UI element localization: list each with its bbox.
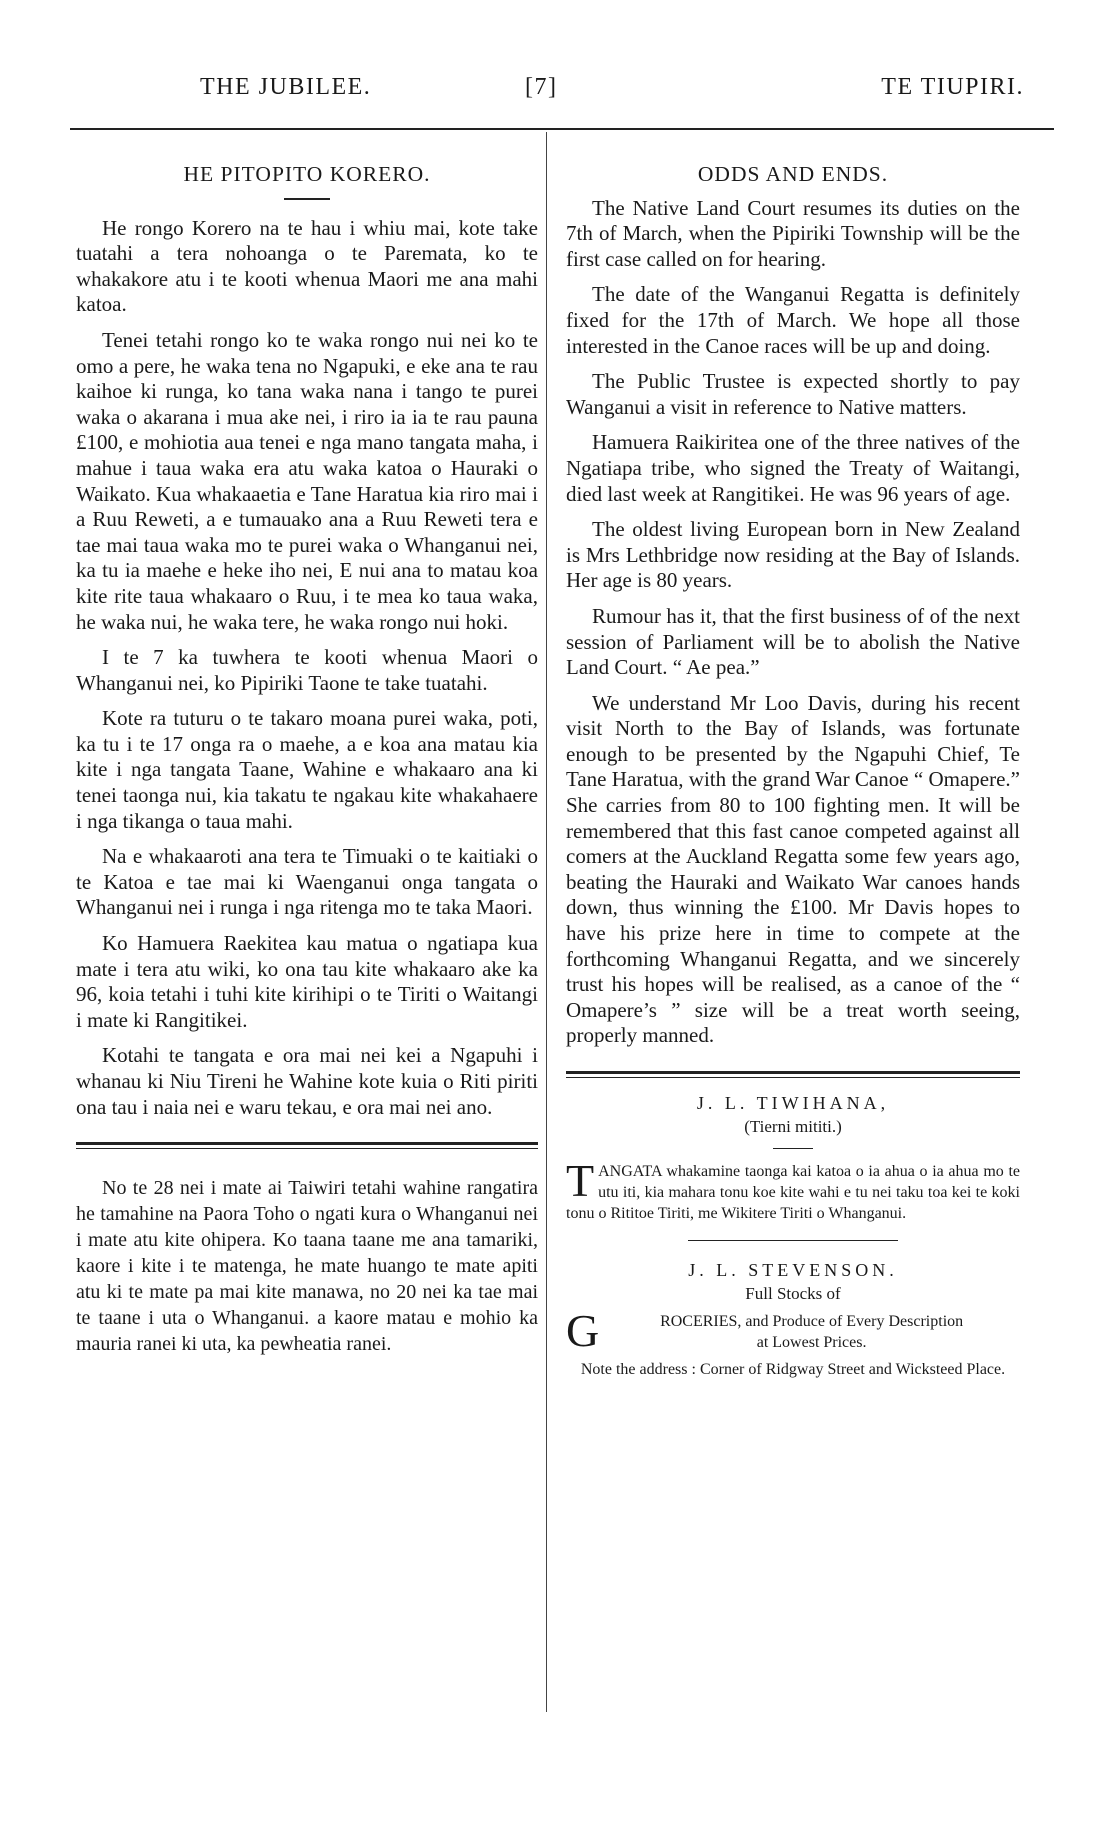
notice-paragraph: No te 28 nei i mate ai Taiwiri tetahi wahine rangatira he tamahine na Paora Toho o ngati kura o Whanganui nei i mate atu kite ohipera. Ko taana taane me ana tamariki, kaore i kite i te matenga, he mate huango te mate apiti atu ki te mate pa mai kite manawa, no 20 nei ka tae mai te taane i uta o Whanganui. a kaore matau e mohio ka mauria ranei ki uta, ka pewheatia ranei. [76,1177,538,1356]
header-title-maori: TE TIUPIRI. [881,74,1024,100]
ad-body-line: at Lowest Prices. [756,1334,867,1351]
ad-body [566,1305,1020,1356]
ad-body [566,1155,1020,1224]
right-column-title: ODDS AND ENDS. [697,162,889,186]
article-paragraph: He rongo Korero na te hau i whiu mai, kote take tuatahi a tera nohoanga o te Paremata, ko te whakakore atu i te kooti whenua Maori me ana mahi katoa. [76,215,538,317]
page-header [70,66,1054,116]
left-column [76,132,538,1367]
article-paragraph: We understand Mr Loo Davis, during his recent visit North to the Bay of Islands, was fortunate enough to be presented by the Ngapuhi Chief, Te Tane Haratua, with the grand War Canoe “ Omapere.” She carries from 80 to 100 fighting men. It will be remembered that this fast canoe competed against all comers at the Auckland Regatta some few years ago, beating the Hauraki and Waikato War canoes hands down, thus winning the £100. Mr Davis hopes to have his prize here in time to compete at the forthcoming Whanganui Regatta, and we sincerely trust his hopes will be realised, as a canoe of the “ Omapere’s ” size will be a treat worth seeing, properly manned. [566,690,1020,1048]
ad-separator-rule [688,1240,898,1241]
header-rule [70,128,1054,130]
section-rule-thin [76,1148,538,1149]
article-paragraph: The oldest living European born in New Zealand is Mrs Lethbridge now residing at the Bay of Islands. Her age is 80 years. [566,517,1020,593]
article-paragraph: I te 7 ka tuwhera te kooti whenua Maori o Whanganui nei, ko Pipiriki Taone te take tuatahi. [76,645,538,695]
ad-address-note: Note the address : Corner of Ridgway Street and Wicksteed Place. [580,1361,1006,1378]
article-paragraph: Tenei tetahi rongo ko te waka rongo nui nei ko te omo a pere, he waka tena no Ngapuki, e eke ana te rau kaihoe ki runga, ko tana waka nana i tango te purei waka o akarana i mua ake nei, i riro ia ia te rau pauna £100, e mohiotia aua tenei e nga mano tangata maha, i mahue i taua waka era atu waka katoa o Hauraki o Waikato. Kua whakaaetia e Tane Haratua kia riro mai i a Ruu Reweti, a e tumauako ana a Ruu Reweti tera e tae mai taua waka mo te purei waka o Whanganui nei, ka tu ia maehe e heke iho nei, E nui ana to matau koa kite rite taua whakaaro o Ruu, i te mea ko taua waka, he waka nui, he waka tere, he waka rongo nui hoki. [76,327,538,634]
page-number: [7] [525,74,558,100]
section-rule-thick [566,1071,1020,1074]
column-divider [546,132,547,1712]
advertisement-stevenson [566,1259,1020,1380]
ad-merchant-name: J. L. STEVENSON. [688,1260,898,1280]
advertisement-tiwihana [566,1092,1020,1224]
ad-rule [773,1148,813,1149]
article-paragraph: Ko Hamuera Raekitea kau matua o ngatiapa kua mate i tera atu wiki, ko ona tau kite whakaaro ake ka 96, koia tetahi i tuhi kite kirihipi o te Tiriti o Waitangi i mate ki Rangitikei. [76,931,538,1032]
right-column [566,132,1020,1380]
ad-merchant-subtitle: Full Stocks of [745,1284,841,1303]
article-paragraph: Na e whakaaroti ana tera te Timuaki o te kaitiaki o te Katoa e tae mai ki Waenganui onga tangata o Whanganui nei i runga i nga ritenga mo te taka Maori. [76,844,538,920]
article-paragraph: The Native Land Court resumes its duties on the 7th of March, when the Pipiriki Township will be the first case called on for hearing. [566,195,1020,271]
left-column-title: HE PITOPITO KORERO. [183,162,431,186]
title-rule [284,198,330,200]
article-paragraph: Kotahi te tangata e ora mai nei kei a Ngapuhi i whanau ki Niu Tireni he Wahine kote kuia o Riti piriti ona tau i naia nei e waru tekau, e ora mai nei ano. [76,1043,538,1119]
ad-body-line: ROCERIES, and Produce of Every Description [660,1313,964,1330]
ad-merchant-subtitle: (Tierni mititi.) [744,1117,842,1136]
drop-cap: T [566,1155,595,1206]
article-paragraph: The date of the Wanganui Regatta is definitely fixed for the 17th of March. We hope all those interested in the Canoe races will be up and doing. [566,282,1020,358]
death-notice [76,1175,538,1357]
ad-body-text: ANGATA whakamine taonga kai katoa o ia ahua o ia ahua mo te utu iti, kia mahara tonu koe kite wahi e tu nei taku toa kei te koki tonu o Rititoe Tiriti, me Wikitere Tiriti o Whanganui. [566,1163,1020,1222]
article-paragraph: The Public Trustee is expected shortly to pay Wanganui a visit in reference to Native matters. [566,369,1020,419]
article-paragraph: Kote ra tuturu o te takaro moana purei waka, poti, ka tu i te 17 onga ra o maehe, a e koa ana matau kia kite i nga tangata Taane, Wahine e whakaaro ana ki tenei taonga nui, kia takatu te ngakau kite whakahaere i nga tikanga o taua mahi. [76,706,538,833]
section-rule-thin [566,1077,1020,1078]
drop-cap: G [566,1305,600,1356]
section-rule-thick [76,1142,538,1145]
header-title-english: THE JUBILEE. [200,74,372,100]
article-paragraph: Hamuera Raikiritea one of the three natives of the Ngatiapa tribe, who signed the Treaty of Waitangi, died last week at Rangitikei. He was 96 years of age. [566,430,1020,506]
ad-merchant-name: J. L. TIWIHANA, [696,1093,890,1113]
article-paragraph: Rumour has it, that the first business of of the next session of Parliament will be to abolish the Native Land Court. “ Ae pea.” [566,603,1020,680]
